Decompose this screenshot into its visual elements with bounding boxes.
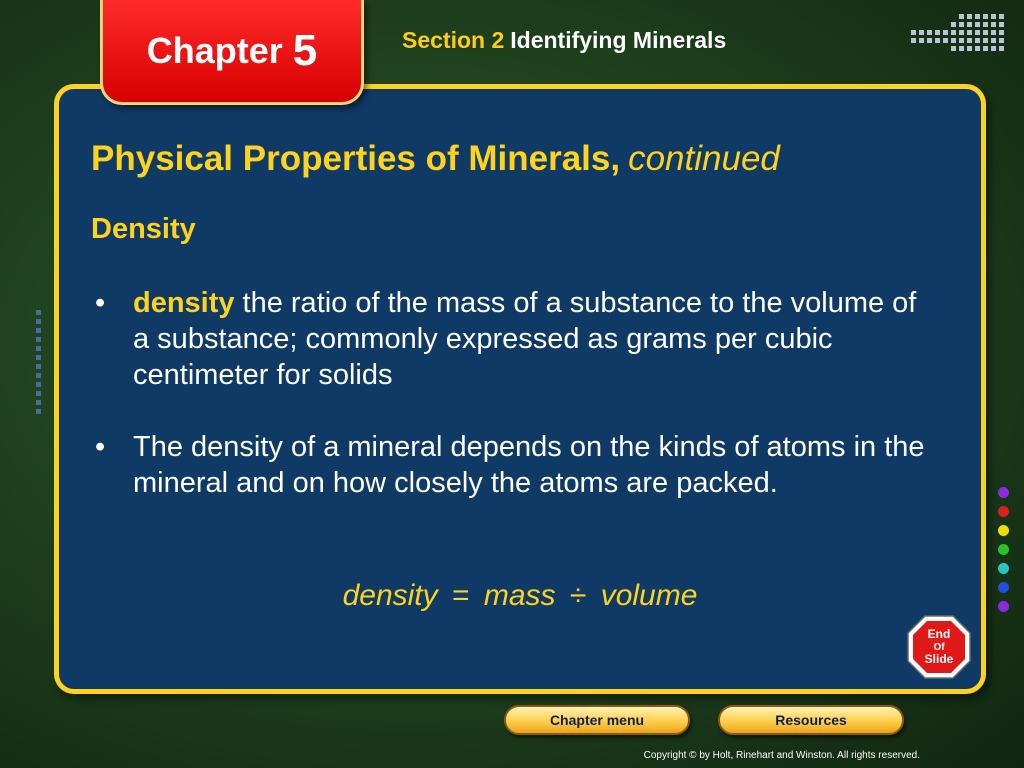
color-dot xyxy=(998,582,1009,593)
slide-title-text: Physical Properties of Minerals, xyxy=(91,139,621,178)
chapter-label: Chapter xyxy=(146,30,283,71)
slide-title-suffix: continued xyxy=(628,139,780,178)
end-slide-line3: Slide xyxy=(924,652,954,666)
stop-sign-icon xyxy=(906,614,972,680)
section-label: Section 2 xyxy=(402,27,505,53)
chapter-number: 5 xyxy=(292,26,318,75)
section-title xyxy=(402,27,726,54)
list-item xyxy=(91,429,931,501)
slide-title xyxy=(91,139,780,179)
decorative-dot-column xyxy=(36,310,41,418)
copyright-notice: Copyright © by Holt, Rinehart and Winston. All rights reserved. xyxy=(643,750,920,761)
content-panel xyxy=(54,84,986,694)
formula-density: density xyxy=(342,579,438,612)
bullet-list xyxy=(91,285,931,537)
decorative-dot-grid xyxy=(911,14,1004,54)
bullet-text: The density of a mineral depends on the kinds of atoms in the mineral and on how closely the atoms are packed. xyxy=(133,431,925,499)
color-dot xyxy=(998,506,1009,517)
end-of-slide-button[interactable] xyxy=(906,614,972,680)
formula-mass: mass xyxy=(483,579,556,612)
chapter-tab xyxy=(100,0,364,105)
density-formula xyxy=(59,579,981,613)
formula-equals: = xyxy=(451,579,470,612)
slide-subheading: Density xyxy=(91,213,196,245)
color-dot xyxy=(998,487,1009,498)
color-dot xyxy=(998,563,1009,574)
color-dot xyxy=(998,544,1009,555)
formula-divide: ÷ xyxy=(569,579,587,612)
color-dot xyxy=(998,525,1009,536)
bullet-marker: • xyxy=(95,287,106,319)
end-slide-line1: End xyxy=(927,627,951,641)
resources-button[interactable]: Resources xyxy=(718,705,904,735)
list-item xyxy=(91,285,931,393)
decorative-color-dots xyxy=(998,487,1009,620)
section-name: Identifying Minerals xyxy=(510,27,727,53)
color-dot xyxy=(998,601,1009,612)
formula-volume: volume xyxy=(600,579,698,612)
end-slide-line2: Of xyxy=(933,642,945,653)
bullet-marker: • xyxy=(95,431,106,463)
definition-text: the ratio of the mass of a substance to the volume of a substance; commonly expressed as grams per cubic centimeter for solids xyxy=(133,287,917,391)
definition-term: density xyxy=(133,287,235,319)
chapter-menu-button[interactable]: Chapter menu xyxy=(504,705,690,735)
